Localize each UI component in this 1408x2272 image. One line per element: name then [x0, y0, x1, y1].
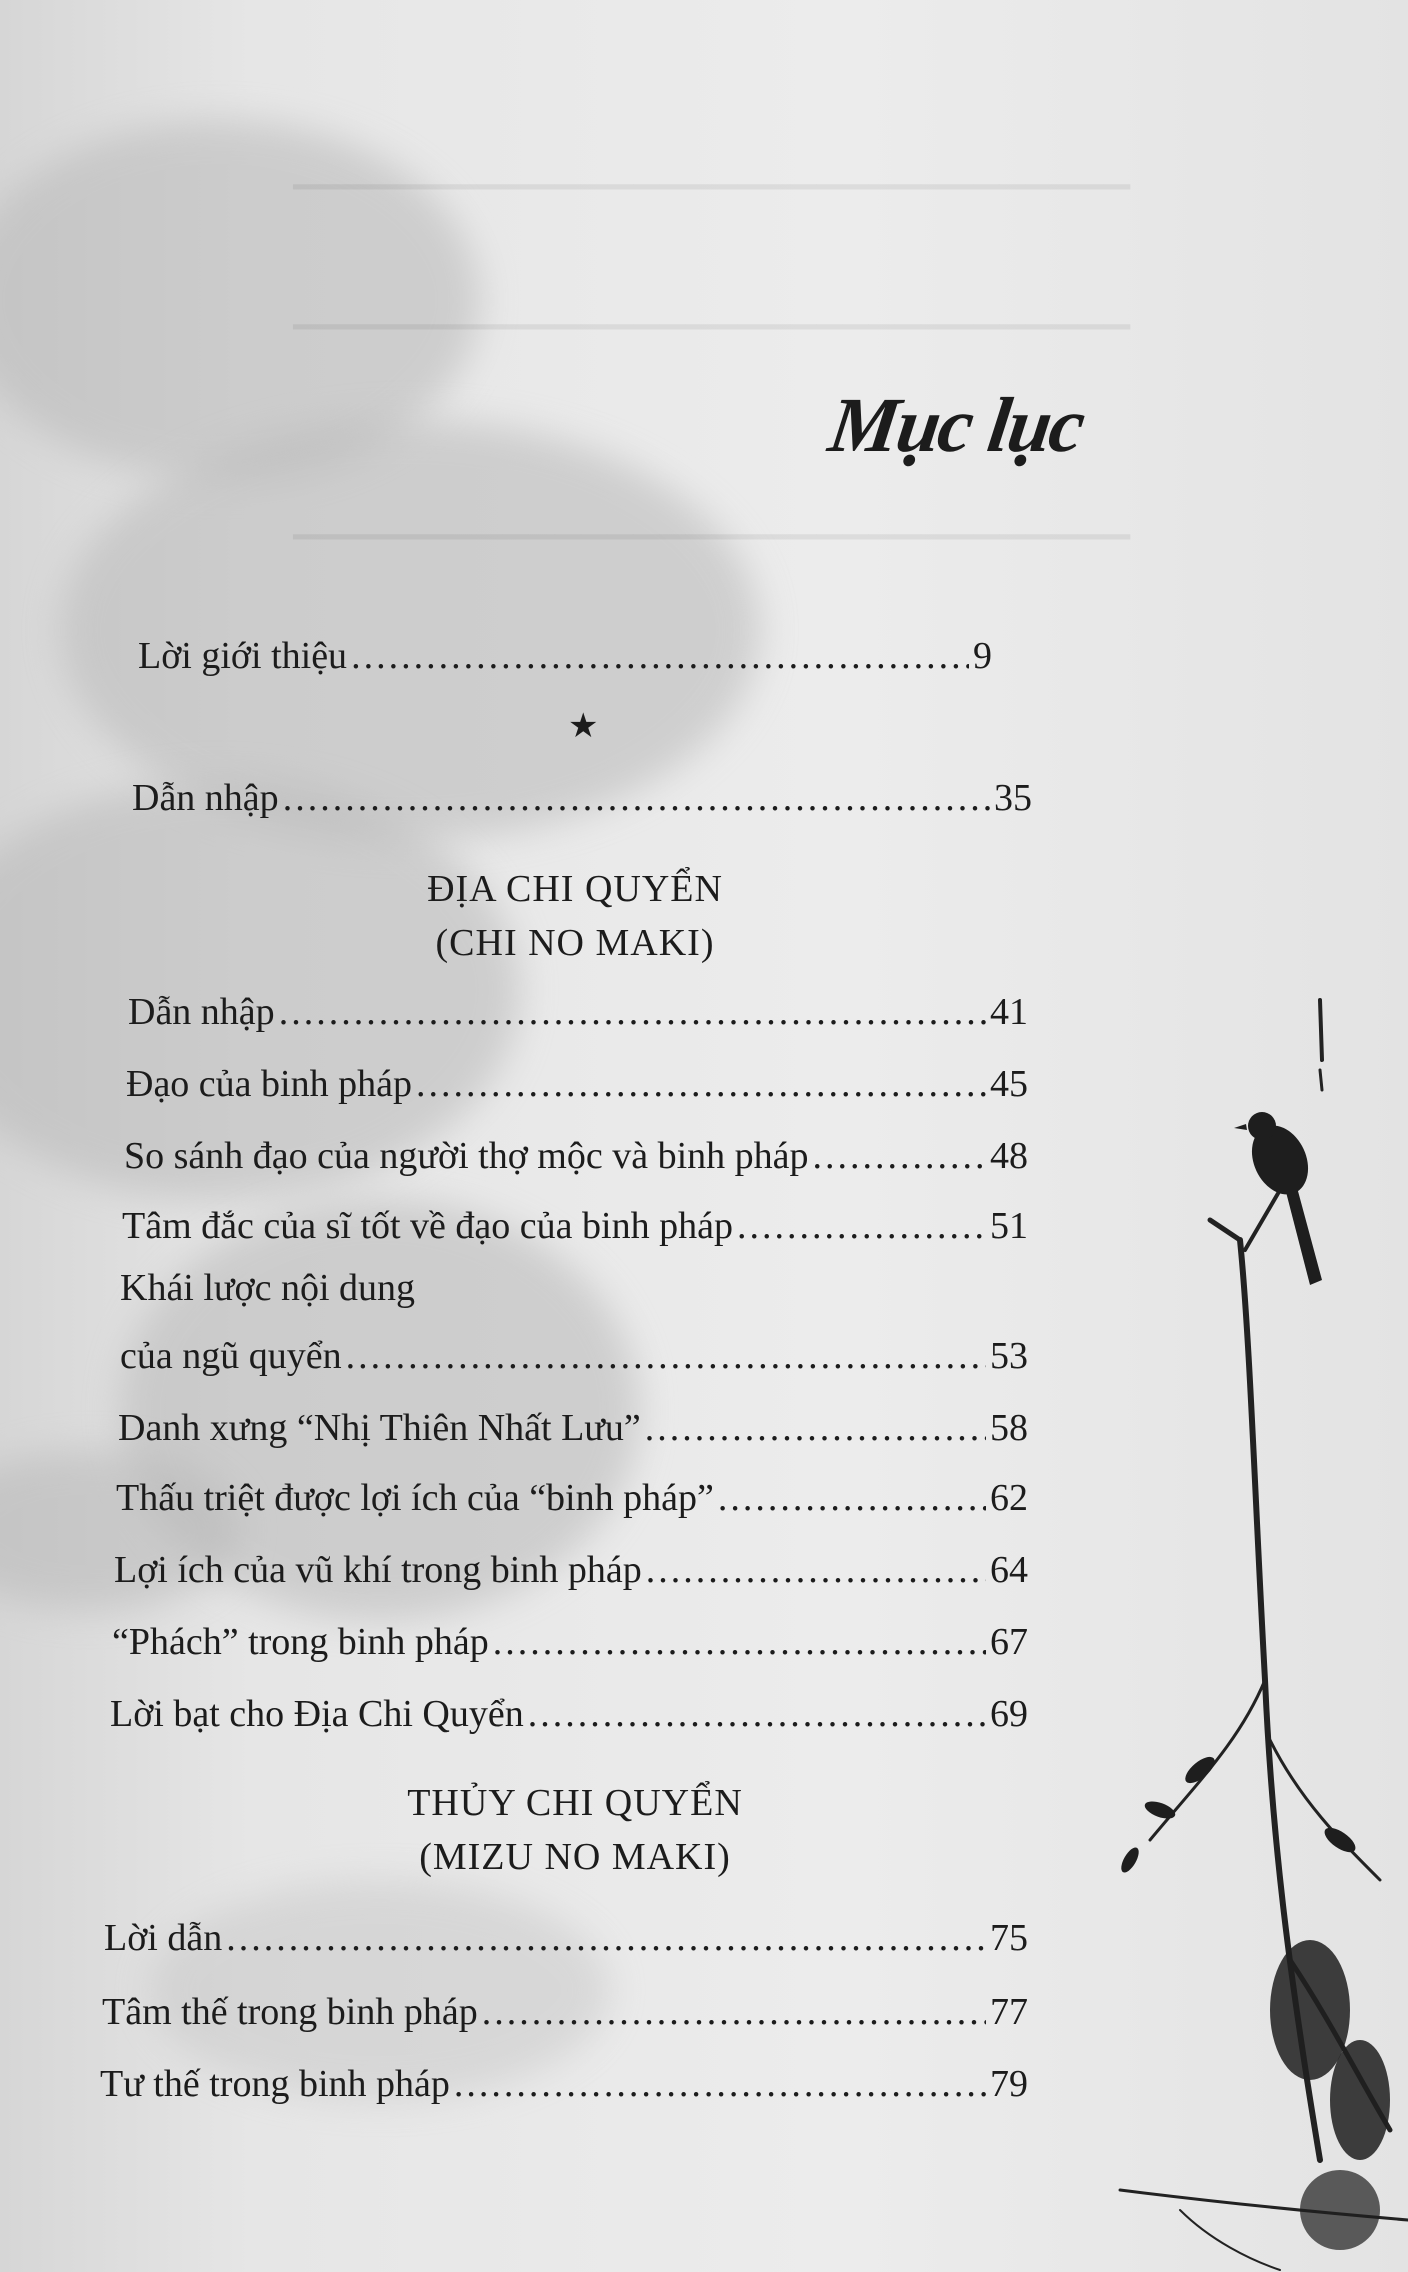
toc-entry [118, 1398, 1028, 1450]
toc-leader-dots [718, 1476, 986, 1520]
section-heading [0, 1776, 1150, 1884]
toc-leader-dots [351, 634, 969, 678]
toc-entry-label: Tâm đắc của sĩ tốt về đạo của binh pháp [122, 1205, 733, 1247]
toc-entry-page: 79 [990, 2063, 1028, 2105]
toc-entry [132, 768, 1032, 820]
toc-entry-page: 53 [990, 1335, 1028, 1377]
toc-entry-label: So sánh đạo của người thợ mộc và binh pháp [124, 1135, 809, 1177]
toc-entry-label: Đạo của binh pháp [126, 1063, 412, 1105]
toc-entry-page: 67 [990, 1621, 1028, 1663]
toc-leader-dots [493, 1620, 986, 1664]
toc-entry-label: của ngũ quyển [120, 1335, 342, 1377]
toc-entry-label-line1: Khái lược nội dung [120, 1267, 416, 1309]
toc-entry [138, 626, 992, 678]
toc-entry-label: Lời giới thiệu [138, 635, 348, 677]
page-title: Mục lục [823, 381, 1089, 468]
toc-entry-page: 41 [990, 991, 1028, 1033]
toc-entry [126, 1054, 1028, 1106]
bleed-through-texture: ▁▁▁▁▁▁▁▁▁▁▁▁▁▁▁▁▁▁▁▁▁▁▁▁▁▁▁▁▁▁▁▁ [293, 152, 1130, 189]
toc-entry [116, 1468, 1028, 1520]
toc-entry-page: 51 [990, 1205, 1028, 1247]
toc-entry-label: Lợi ích của vũ khí trong binh pháp [114, 1549, 642, 1591]
section-title: THỦY CHI QUYỂN [407, 1782, 743, 1824]
toc-entry-label: Tư thế trong binh pháp [100, 2063, 450, 2105]
toc-entry-label: Tâm thế trong binh pháp [102, 1991, 478, 2033]
toc-leader-dots [528, 1692, 986, 1736]
toc-entry [128, 982, 1028, 1034]
bird-on-branch-illustration [1040, 980, 1408, 2272]
toc-leader-dots [454, 2062, 986, 2106]
toc-entry-page: 69 [990, 1693, 1028, 1735]
toc-entry-label: Lời dẫn [104, 1917, 223, 1959]
toc-entry-page: 75 [990, 1917, 1028, 1959]
toc-entry [110, 1684, 1028, 1736]
toc-entry-page: 35 [994, 777, 1032, 819]
bleed-through-texture: ▁▁▁▁▁▁▁▁▁▁▁▁▁▁▁▁▁▁▁▁▁▁▁▁▁▁▁▁▁▁▁▁ [293, 292, 1130, 329]
toc-entry-label: Danh xưng “Nhị Thiên Nhất Lưu” [118, 1407, 641, 1449]
toc-entry-page: 58 [990, 1407, 1028, 1449]
toc-entry-page: 62 [990, 1477, 1028, 1519]
toc-entry [120, 1326, 1028, 1378]
divider-star: ★ [568, 708, 599, 745]
toc-entry [122, 1196, 1028, 1248]
toc-entry [104, 1908, 1028, 1960]
toc-entry [114, 1540, 1028, 1592]
toc-entry-label: Lời bạt cho Địa Chi Quyển [110, 1693, 524, 1735]
section-subtitle: (MIZU NO MAKI) [419, 1836, 731, 1878]
toc-leader-dots [346, 1334, 986, 1378]
toc-entry [124, 1126, 1028, 1178]
toc-entry-label: Dẫn nhập [132, 777, 279, 819]
section-subtitle: (CHI NO MAKI) [435, 922, 715, 964]
section-title: ĐỊA CHI QUYỂN [427, 868, 723, 910]
toc-leader-dots [279, 990, 986, 1034]
toc-entry [112, 1612, 1028, 1664]
bleed-through-texture: ▁▁▁▁▁▁▁▁▁▁▁▁▁▁▁▁▁▁▁▁▁▁▁▁▁▁▁▁▁▁▁▁ [293, 502, 1130, 539]
toc-entry [102, 1982, 1028, 2034]
toc-entry-page: 48 [990, 1135, 1028, 1177]
toc-leader-dots [813, 1134, 986, 1178]
toc-entry-label: Thấu triệt được lợi ích của “binh pháp” [116, 1477, 714, 1519]
toc-entry-label: Dẫn nhập [128, 991, 275, 1033]
toc-entry-page: 9 [973, 635, 992, 677]
toc-leader-dots [226, 1916, 986, 1960]
toc-leader-dots [482, 1990, 986, 2034]
section-heading [0, 862, 1150, 970]
toc-entry-page: 64 [990, 1549, 1028, 1591]
toc-entry [100, 2054, 1028, 2106]
toc-leader-dots [737, 1204, 986, 1248]
toc-leader-dots [283, 776, 990, 820]
toc-entry-label: “Phách” trong binh pháp [112, 1621, 489, 1663]
toc-leader-dots [645, 1406, 986, 1450]
toc-entry-page: 77 [990, 1991, 1028, 2033]
toc-entry-page: 45 [990, 1063, 1028, 1105]
toc-leader-dots [646, 1548, 986, 1592]
toc-leader-dots [416, 1062, 986, 1106]
